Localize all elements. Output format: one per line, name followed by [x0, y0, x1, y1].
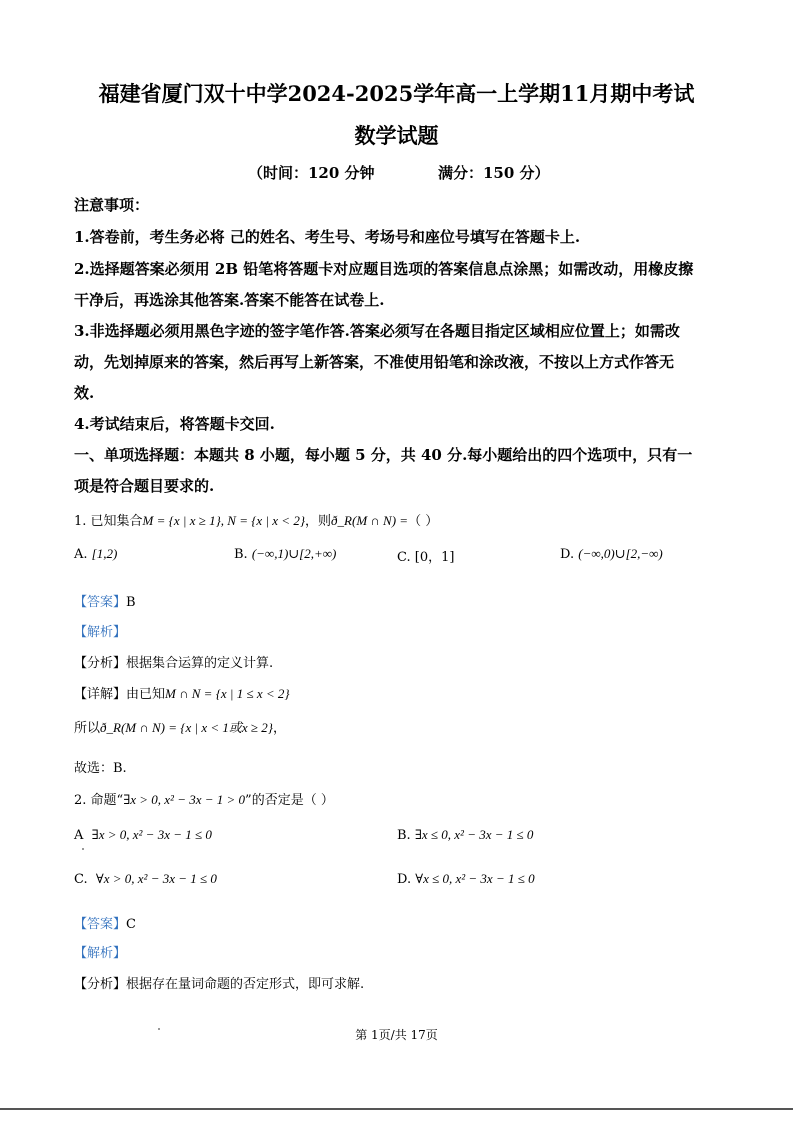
q1-option-d-value: (−∞,0)∪[2,−∞) — [578, 546, 663, 561]
q2-option-c — [74, 871, 217, 887]
q1-answer-tag: 【答案】 — [74, 595, 127, 610]
q1-prefix: 1. 已知集合 — [74, 514, 143, 529]
q2-stem — [74, 789, 334, 808]
q1-answer-value: B — [126, 595, 136, 610]
q1-answer — [74, 591, 136, 610]
q2-option-d-value: ∀x ≤ 0, x² − 3x − 1 ≤ 0 — [415, 871, 535, 886]
q2-option-c-value: ∀x > 0, x² − 3x − 1 ≤ 0 — [95, 871, 217, 886]
q1-option-b-label: B. — [234, 547, 248, 562]
q2-option-b — [397, 827, 533, 843]
note-item-3-line-2: 动，先划掉原来的答案，然后再写上新答案，不准使用铅笔和涂改液，不按以上方式作答无 — [74, 353, 675, 371]
note-item-4: 4.考试结束后，将答题卡交回. — [74, 415, 275, 433]
note-item-2-line-1: 2.选择题答案必须用 2B 铅笔将答题卡对应题目选项的答案信息点涂黑；如需改动，用橡皮擦 — [74, 260, 694, 278]
q1-mid: ，则 — [305, 514, 332, 529]
q1-so — [74, 717, 286, 736]
q1-option-c-value: [0，1] — [414, 550, 455, 565]
q2-option-b-value: ∃x ≤ 0, x² − 3x − 1 ≤ 0 — [414, 827, 534, 842]
q1-formula-complement: ð_R(M ∩ N) = — [331, 513, 409, 528]
q1-fenxi-text: 根据集合运算的定义计算. — [126, 656, 274, 671]
note-item-3-line-3: 效. — [74, 384, 95, 402]
page-bottom-edge — [0, 1108, 793, 1110]
exam-time: （时间：120 分钟 — [248, 164, 375, 182]
q1-detail-tag: 【详解】 — [74, 687, 127, 702]
q1-so-prefix: 所以 — [74, 721, 101, 736]
q2-fenxi-tag: 【分析】 — [74, 977, 127, 992]
q1-so-suffix: ， — [272, 721, 286, 736]
q2-formula: ∃x > 0, x² − 3x − 1 > 0 — [123, 792, 246, 807]
q2-option-a — [74, 827, 212, 843]
q1-detail-formula: M ∩ N = {x | 1 ≤ x < 2} — [165, 686, 290, 701]
q2-prefix: 2. 命题“ — [74, 793, 124, 808]
q2-fenxi — [74, 973, 364, 992]
q2-option-d — [397, 871, 535, 887]
q1-suffix: （ ） — [408, 514, 439, 529]
note-item-2-line-2: 干净后，再选涂其他答案.答案不能答在试卷上. — [74, 291, 385, 309]
q2-option-a-value: ∃x > 0, x² − 3x − 1 ≤ 0 — [91, 827, 212, 842]
q1-stem — [74, 510, 438, 529]
q2-option-a-label: A — [74, 828, 84, 843]
q1-fenxi-tag: 【分析】 — [74, 656, 127, 671]
q1-option-c-label: C. — [397, 550, 411, 565]
q2-answer-value: C — [126, 917, 136, 932]
q2-suffix: ”的否定是（ ） — [245, 793, 334, 808]
note-item-3-line-1: 3.非选择题必须用黑色字迹的签字笔作答.答案必须写在各题目指定区域相应位置上；如需改 — [74, 322, 680, 340]
q1-option-d-label: D. — [560, 547, 575, 562]
q2-analysis-tag: 【解析】 — [74, 946, 127, 961]
q1-option-a-value: [1,2) — [91, 546, 118, 561]
q1-option-d — [560, 546, 663, 562]
q2-answer — [74, 913, 136, 932]
q1-conclusion: 故选：B. — [74, 761, 127, 776]
artifact-dot — [82, 848, 84, 850]
q1-fenxi — [74, 652, 273, 671]
q2-answer-tag: 【答案】 — [74, 917, 127, 932]
q1-detail-prefix: 由已知 — [126, 687, 166, 702]
exam-subtitle: 数学试题 — [354, 123, 439, 148]
q1-formula-sets: M = {x | x ≥ 1}, N = {x | x < 2} — [142, 513, 306, 528]
exam-title: 福建省厦门双十中学2024-2025学年高一上学期11月期中考试 — [98, 81, 695, 106]
q1-option-b — [234, 546, 336, 562]
q1-analysis-tag: 【解析】 — [74, 625, 127, 640]
page-number: 第 1页/共 17页 — [355, 1028, 438, 1042]
q2-option-c-label: C. — [74, 872, 88, 887]
section-1-line-1: 一、单项选择题：本题共 8 小题，每小题 5 分，共 40 分.每小题给出的四个选项中，只有一 — [74, 446, 693, 464]
section-1-line-2: 项是符合题目要求的. — [74, 477, 215, 495]
q2-option-b-label: B. — [397, 828, 411, 843]
q1-option-a — [74, 546, 117, 562]
q1-detail — [74, 683, 290, 702]
q1-so-formula: ð_R(M ∩ N) = {x | x < 1或x ≥ 2} — [100, 720, 273, 735]
q1-option-c — [397, 546, 454, 565]
notes-heading: 注意事项： — [74, 196, 150, 214]
full-score: 满分：150 分） — [438, 164, 550, 182]
q2-option-d-label: D. — [397, 872, 412, 887]
note-item-1: 1.答卷前，考生务必将 己的姓名、考生号、考场号和座位号填写在答题卡上. — [74, 228, 581, 246]
q1-option-a-label: A. — [74, 547, 88, 562]
q2-fenxi-text: 根据存在量词命题的否定形式，即可求解. — [126, 977, 365, 992]
q1-option-b-value: (−∞,1)∪[2,+∞) — [251, 546, 337, 561]
